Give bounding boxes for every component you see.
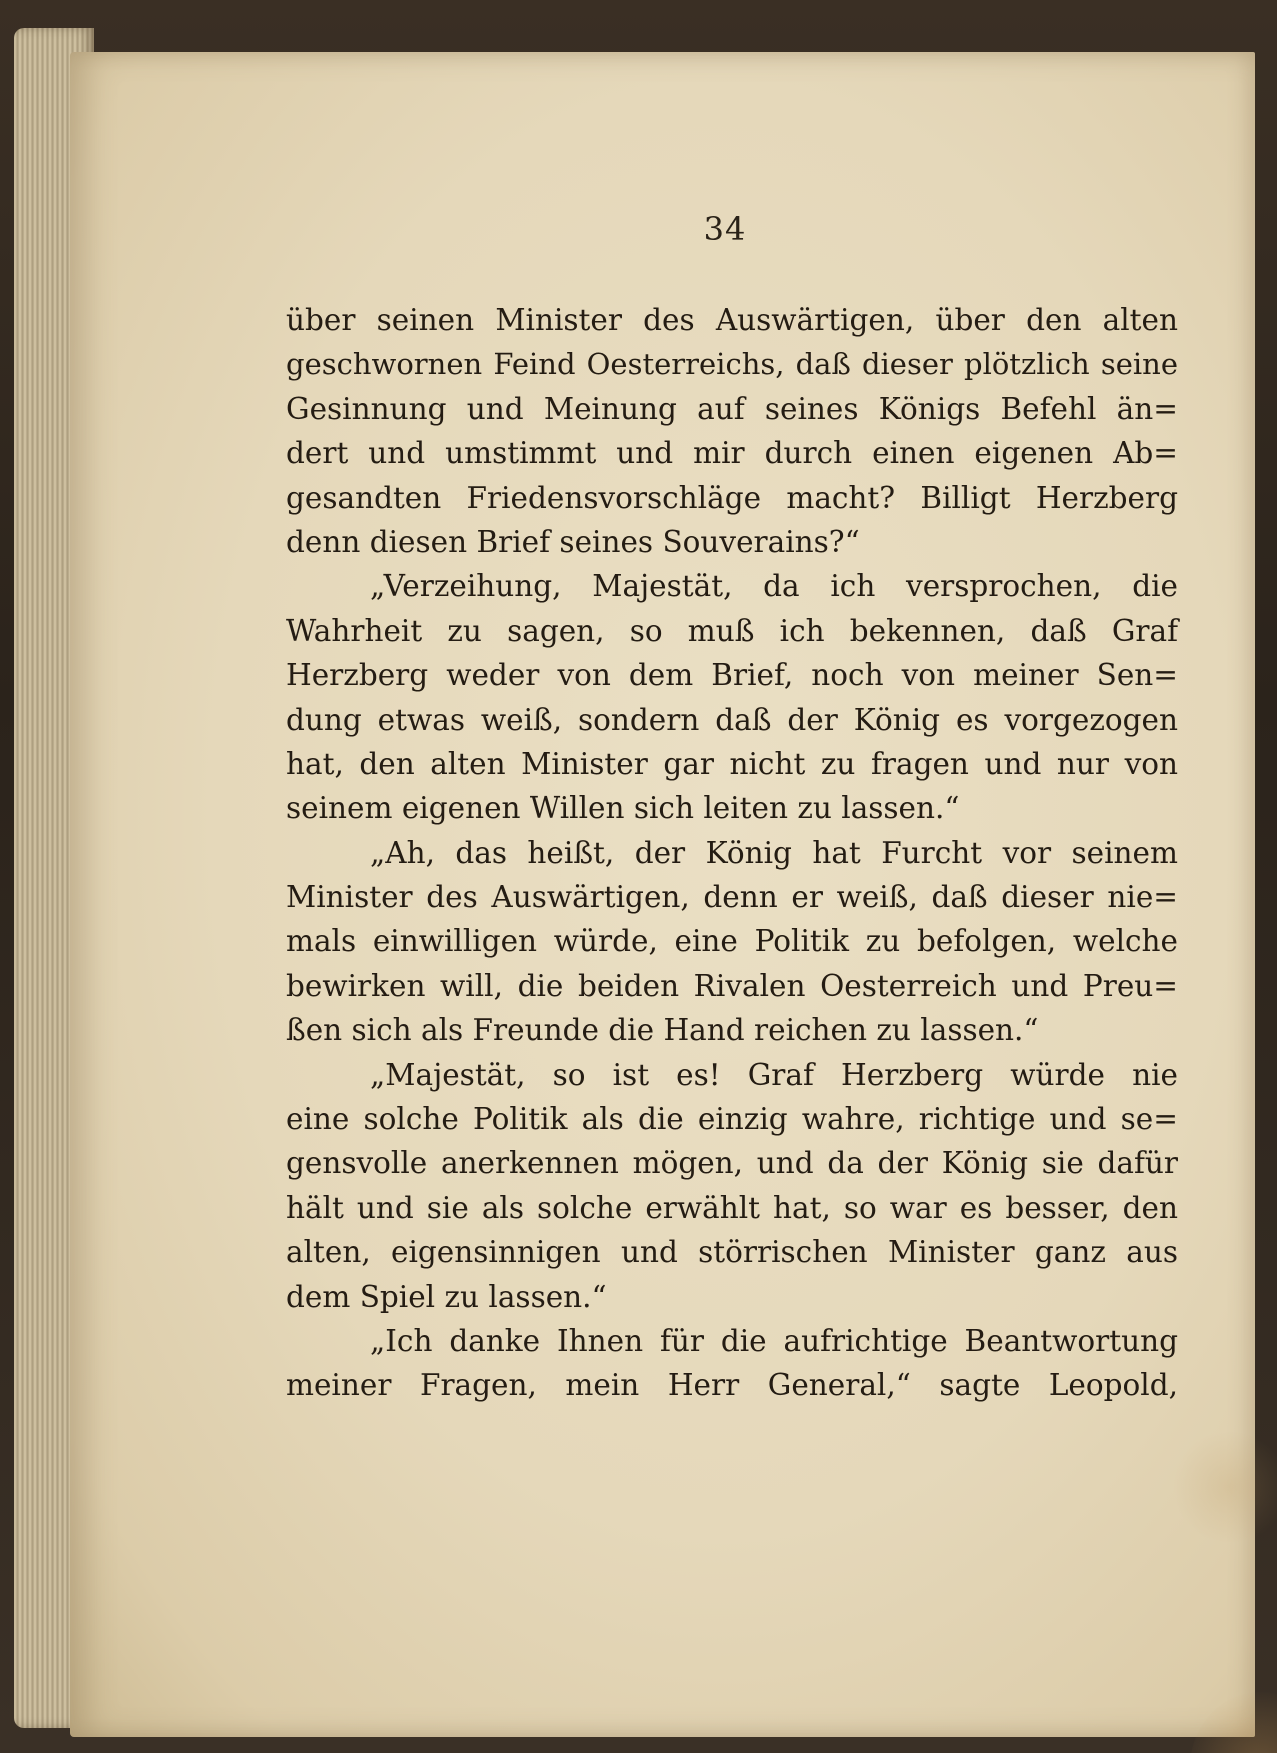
paper-stain	[1170, 1432, 1277, 1542]
text-line: alten, eigensinnigen und störrischen Minister ganz aus	[286, 1235, 1178, 1270]
text-line: ßen sich als Freunde die Hand reichen zu lassen.“	[286, 1013, 1039, 1048]
text-line: meiner Fragen, mein Herr General,“ sagte Leopold,	[286, 1368, 1178, 1403]
text-line: Wahrheit zu sagen, so muß ich bekennen, daß Graf	[286, 613, 1178, 648]
body-text	[286, 298, 1178, 1408]
text-line: denn diesen Brief seines Souverains?“	[286, 524, 860, 559]
text-line: dung etwas weiß, sondern daß der König es vorgezogen	[286, 702, 1178, 737]
paper-stain	[1190, 1692, 1277, 1753]
text-line: über seinen Minister des Auswärtigen, über den alten	[286, 303, 1178, 337]
page-number: 34	[703, 210, 747, 248]
text-line: „Ah, das heißt, der König hat Furcht vor seinem	[370, 835, 1178, 870]
text-line: hält und sie als solche erwählt hat, so war es besser, den	[286, 1190, 1178, 1225]
text-line: gensvolle anerkennen mögen, und da der König sie dafür	[286, 1146, 1178, 1181]
text-line: Gesinnung und Meinung auf seines Königs Befehl än=	[286, 391, 1178, 426]
text-line: gesandten Friedensvorschläge macht? Billigt Herzberg	[286, 480, 1178, 515]
text-line: mals einwilligen würde, eine Politik zu befolgen, welche	[286, 924, 1178, 959]
text-line: geschwornen Feind Oesterreichs, daß dieser plötzlich seine	[286, 347, 1178, 382]
text-line: dem Spiel zu lassen.“	[286, 1279, 607, 1314]
text-line: bewirken will, die beiden Rivalen Oesterreich und Preu=	[286, 968, 1178, 1003]
text-line: „Verzeihung, Majestät, da ich versprochen, die	[370, 569, 1178, 604]
text-line: dert und umstimmt und mir durch einen eigenen Ab=	[286, 436, 1178, 471]
text-line: Herzberg weder von dem Brief, noch von meiner Sen=	[286, 658, 1178, 693]
text-line: eine solche Politik als die einzig wahre, richtige und se=	[286, 1102, 1178, 1137]
text-line: seinem eigenen Willen sich leiten zu lassen.“	[286, 791, 960, 826]
text-line: Minister des Auswärtigen, denn er weiß, daß dieser nie=	[286, 880, 1178, 915]
text-line: „Ich danke Ihnen für die aufrichtige Beantwortung	[370, 1323, 1178, 1358]
text-line: „Majestät, so ist es! Graf Herzberg würde nie	[370, 1057, 1178, 1092]
text-line: hat, den alten Minister gar nicht zu fragen und nur von	[286, 746, 1178, 781]
